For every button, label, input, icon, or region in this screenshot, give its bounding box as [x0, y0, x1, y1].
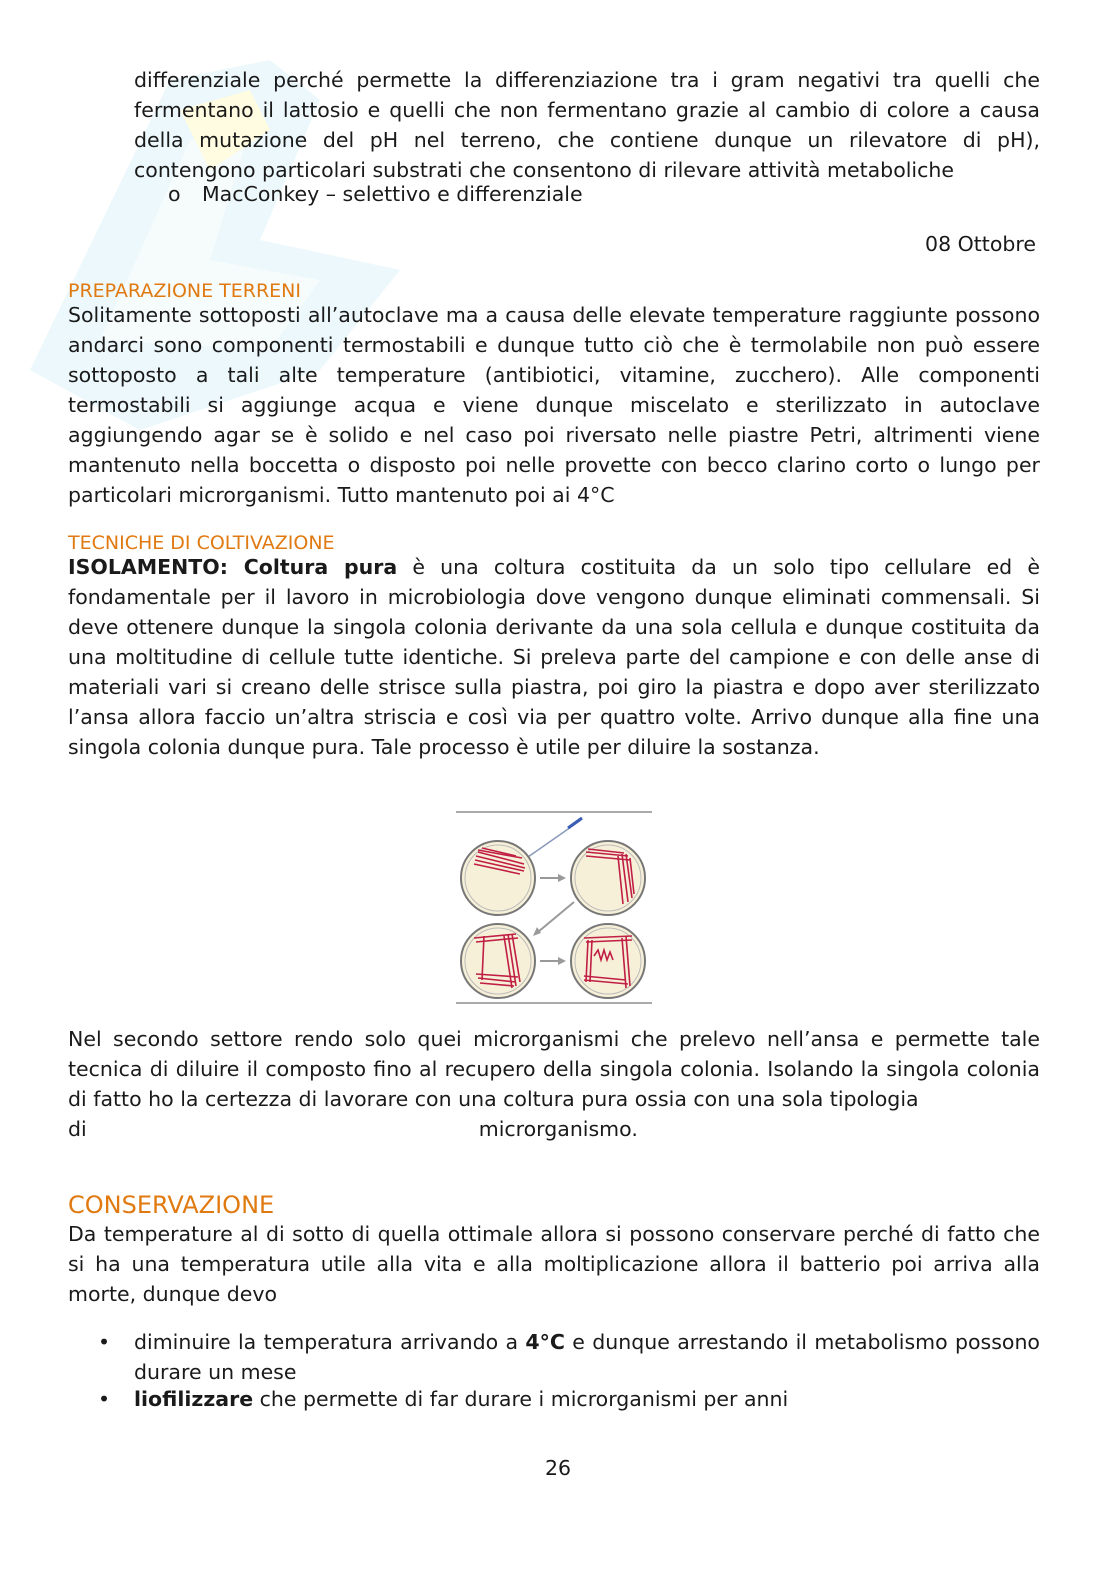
- petri-plate-1: [461, 841, 535, 915]
- bullet-dot: •: [98, 1330, 111, 1354]
- sub-list-marker: o: [168, 182, 181, 206]
- isolamento-bold-lead: ISOLAMENTO: Coltura pura: [68, 555, 398, 579]
- bullet-dot: •: [98, 1387, 111, 1411]
- isolamento-paragraph: [68, 552, 1040, 762]
- heading-preparazione-terreni: PREPARAZIONE TERRENI: [68, 280, 302, 302]
- conservazione-bullet-list: [96, 1327, 1040, 1414]
- petri-plate-4: [571, 924, 645, 998]
- bullet-item: • diminuire la temperatura arrivando a 4°C e dunque arrestando il metabolismo possono durare un mese: [96, 1327, 1040, 1387]
- closing-word-microrganismo: microrganismo.: [478, 1117, 638, 1141]
- petri-plate-3: [461, 924, 535, 998]
- intro-paragraph: differenziale perché permette la differenziazione tra i gram negativi tra quelli che fermentano il lattosio e quelli che non fermentano grazie al cambio di colore a causa della mutazione del pH nel terreno, che contiene dunque un rilevatore di pH), contengono particolari substrati che consentono di rilevare attività metaboliche: [134, 68, 1040, 182]
- heading-tecniche-coltivazione: TECNICHE DI COLTIVAZIONE: [68, 532, 335, 554]
- arrow-icon: [533, 874, 574, 965]
- conservazione-paragraph: Da temperature al di sotto di quella ottimale allora si possono conservare perché di fatto che si ha una temperatura utile alla vita e alla moltiplicazione allora il batterio poi arriva alla morte, dunque devo: [68, 1222, 1040, 1306]
- isolamento-text: è una coltura costituita da un solo tipo cellulare ed è fondamentale per il lavoro in microbiologia dove vengono dunque eliminati commensali. Si deve ottenere dunque la singola colonia derivante da una sola cellula e dunque costituita da una moltitudine di cellule tutte identiche. Si preleva parte del campione e con delle anse di materiali vari si creano delle strisce sulla piastra, poi giro la piastra e dopo aver sterilizzato l’ansa allora faccio un’altra striscia e così via per quattro volte. Arrivo dunque alla fine una singola colonia dunque pura. Tale processo è utile per diluire la sostanza.: [68, 555, 1040, 759]
- streak-plate-figure: [456, 810, 652, 1006]
- sub-list-text: MacConkey – selettivo e differenziale: [202, 182, 583, 206]
- sub-list-item: [168, 180, 583, 208]
- petri-plate-2: [571, 841, 645, 915]
- bullet-item: • liofilizzare che permette di far durare i microrganismi per anni: [96, 1384, 1040, 1414]
- inoculating-loop-icon: [528, 818, 582, 857]
- page-number: 26: [544, 1456, 572, 1480]
- lecture-date: 08 Ottobre: [925, 232, 1036, 256]
- secondo-settore-paragraph: Nel secondo settore rendo solo quei microrganismi che prelevo nell’ansa e permette tale tecnica di diluire il composto fino al recupero della singola colonia. Isolando la singola colonia di fatto ho la certezza di lavorare con una coltura pura ossia con una sola tipologia di microrganismo.: [68, 1027, 1040, 1141]
- heading-conservazione: CONSERVAZIONE: [68, 1191, 275, 1219]
- preparazione-paragraph: Solitamente sottoposti all’autoclave ma a causa delle elevate temperature raggiunte possono andarci sono componenti termostabili e dunque tutto ciò che è termolabile non può essere sottoposto a tali alte temperature (antibiotici, vitamine, zucchero). Alle componenti termostabili si aggiunge acqua e viene dunque miscelato e sterilizzato in autoclave aggiungendo agar se è solido e nel caso poi riversato nelle piastre Petri, altrimenti viene mantenuto nella boccetta o disposto poi nelle provette con becco clarino corto o lungo per particolari microrganismi. Tutto mantenuto poi ai 4°C: [68, 303, 1040, 507]
- closing-word-di: di: [68, 1117, 87, 1141]
